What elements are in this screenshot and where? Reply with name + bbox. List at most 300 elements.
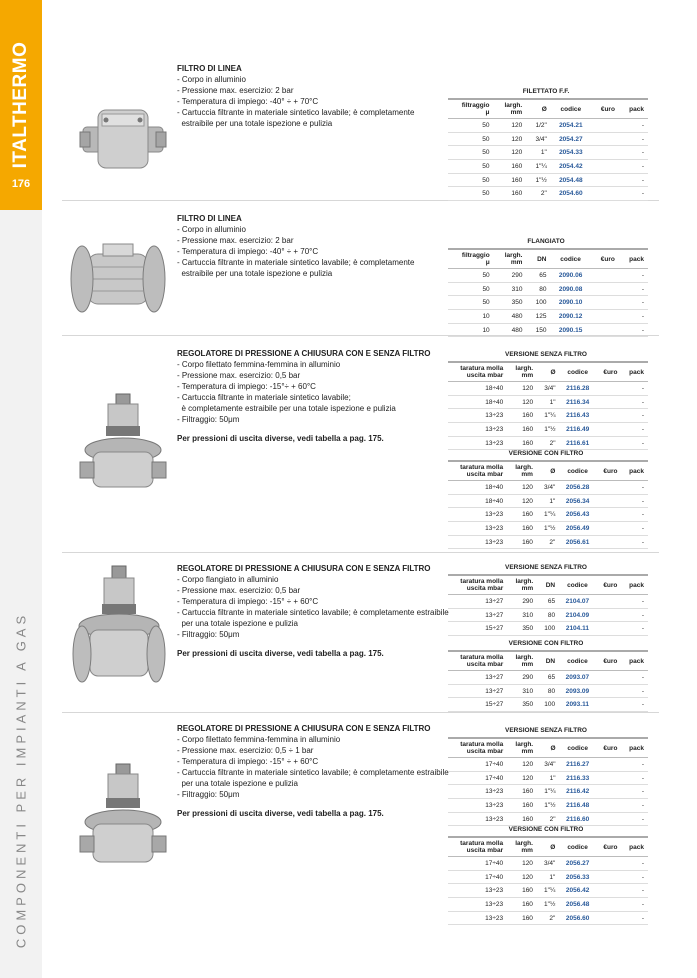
- table-cell: 13÷27: [448, 595, 507, 609]
- table-cell: -: [621, 622, 648, 636]
- sidebar: [0, 0, 42, 978]
- table-header-row: [448, 575, 648, 595]
- column-header: DN: [526, 249, 550, 269]
- table-cell: 50: [448, 119, 494, 133]
- pressure-regulator-flanged-image: [70, 562, 170, 692]
- table-cell: [596, 395, 622, 409]
- column-header: codice: [560, 362, 596, 382]
- table-header-row: [448, 362, 648, 382]
- table-cell: [596, 785, 622, 799]
- table-row: [448, 870, 648, 884]
- table-cell: -: [619, 282, 648, 296]
- table-cell: -: [619, 173, 648, 187]
- table-row: [448, 494, 648, 508]
- table-row: [448, 481, 648, 495]
- column-header: taratura molla uscita mbar: [448, 461, 507, 481]
- column-header: filtraggio μ: [448, 99, 494, 119]
- spec-line: - Pressione max. esercizio: 0,5 bar: [177, 586, 301, 595]
- table-cell: -: [621, 494, 648, 508]
- table-cell: [596, 799, 622, 813]
- column-header: €uro: [591, 99, 619, 119]
- table-row: [448, 282, 648, 296]
- product-code: 2116.43: [560, 409, 596, 423]
- product-title: FILTRO DI LINEA: [177, 64, 242, 73]
- spec-line: per una totale ispezione e pulizia: [177, 779, 298, 788]
- table-cell: 18÷40: [448, 494, 507, 508]
- table-cell: -: [621, 608, 648, 622]
- product-code: 2116.60: [560, 812, 596, 826]
- spec-line: - Pressione max. esercizio: 2 bar: [177, 236, 294, 245]
- table-row: [448, 119, 648, 133]
- column-header: largh. mm: [507, 738, 537, 758]
- product-code: 2090.08: [551, 282, 591, 296]
- table-cell: 13÷23: [448, 898, 507, 912]
- product-code: 2116.49: [560, 423, 596, 437]
- table-cell: 13÷23: [448, 409, 507, 423]
- table-cell: 2": [537, 436, 559, 450]
- product-code: 2116.42: [560, 785, 596, 799]
- product-code: 2093.09: [559, 684, 596, 698]
- table-cell: 120: [507, 857, 537, 871]
- product-code: 2116.28: [560, 382, 596, 396]
- table-caption: VERSIONE CON FILTRO: [448, 822, 648, 837]
- table-cell: 2": [537, 911, 559, 925]
- product-code: 2056.28: [559, 481, 596, 495]
- table-cell: 1": [537, 494, 559, 508]
- table-caption-row: [448, 234, 648, 249]
- column-header: €uro: [596, 837, 622, 857]
- table-cell: 350: [494, 296, 527, 310]
- product-code: 2056.34: [559, 494, 596, 508]
- table-cell: 15÷27: [448, 622, 507, 636]
- column-header: codice: [551, 249, 591, 269]
- product-code: 2090.12: [551, 310, 591, 324]
- product-description: [177, 63, 477, 129]
- table-cell: 10: [448, 310, 494, 324]
- product-code: 2056.33: [559, 870, 596, 884]
- product-code: 2056.43: [559, 508, 596, 522]
- table-cell: 120: [507, 494, 537, 508]
- table-cell: 1"¼: [537, 884, 559, 898]
- table-cell: [591, 187, 619, 201]
- spec-line: - Pressione max. esercizio: 2 bar: [177, 86, 294, 95]
- table-cell: [596, 409, 622, 423]
- column-header: codice: [559, 651, 596, 671]
- table-cell: -: [621, 535, 648, 549]
- table-cell: 160: [507, 409, 537, 423]
- table-row: [448, 173, 648, 187]
- column-header: Ø: [537, 837, 559, 857]
- table-row: [448, 269, 648, 283]
- table-cell: 15÷27: [448, 698, 507, 712]
- spec-line: - Corpo in alluminio: [177, 75, 246, 84]
- column-header: taratura molla uscita mbar: [448, 738, 507, 758]
- table-cell: 50: [448, 269, 494, 283]
- product-description: [177, 723, 477, 819]
- table-row: [448, 758, 648, 772]
- table-caption: FLANGIATO: [448, 234, 648, 249]
- table-row: [448, 911, 648, 925]
- table-row: [448, 187, 648, 201]
- spec-line: - Temperatura di impiego: -15°÷ + 60°C: [177, 382, 316, 391]
- table-cell: [591, 310, 619, 324]
- table-cell: 13÷23: [448, 911, 507, 925]
- table-cell: -: [619, 119, 648, 133]
- column-header: largh. mm: [494, 249, 527, 269]
- table-cell: 13÷23: [448, 535, 507, 549]
- table-cell: 1": [537, 395, 559, 409]
- product-code: 2090.10: [551, 296, 591, 310]
- product-code: 2054.21: [551, 119, 591, 133]
- table-cell: 1": [537, 870, 559, 884]
- spec-line: - Temperatura di impiego: -15° ÷ + 60°C: [177, 597, 319, 606]
- divider: [62, 552, 659, 553]
- product-code: 2090.15: [551, 323, 591, 337]
- column-header: €uro: [591, 249, 619, 269]
- brand-logo: ITALTHERMO: [10, 41, 31, 169]
- table-cell: 1": [537, 771, 559, 785]
- table-cell: 13÷23: [448, 785, 507, 799]
- table-cell: [591, 173, 619, 187]
- table-cell: [596, 508, 622, 522]
- product-code: 2116.48: [560, 799, 596, 813]
- table-cell: 50: [448, 282, 494, 296]
- column-header: pack: [621, 461, 648, 481]
- column-header: Ø: [537, 461, 559, 481]
- table-cell: 160: [507, 522, 537, 536]
- table-row: [448, 684, 648, 698]
- table-cell: 1"¼: [537, 409, 559, 423]
- price-table: [448, 723, 648, 826]
- table-cell: 100: [537, 622, 559, 636]
- table-cell: 80: [537, 684, 559, 698]
- table-cell: [596, 481, 622, 495]
- product-code: 2056.49: [559, 522, 596, 536]
- pressure-regulator-threaded-image: [78, 390, 168, 500]
- table-cell: 3/4": [537, 382, 559, 396]
- spec-line: - Cartuccia filtrante in materiale sintetico lavabile; è completamente estraibile: [177, 768, 449, 777]
- table-cell: [591, 296, 619, 310]
- table-cell: 17÷40: [448, 870, 507, 884]
- table-cell: -: [619, 269, 648, 283]
- table-header-row: [448, 249, 648, 269]
- table-row: [448, 522, 648, 536]
- table-caption: VERSIONE CON FILTRO: [448, 636, 648, 651]
- table-cell: -: [619, 187, 648, 201]
- column-header: taratura molla uscita mbar: [448, 362, 507, 382]
- spec-line: - Filtraggio: 50μm: [177, 630, 240, 639]
- table-cell: 1"¼: [537, 508, 559, 522]
- product-code: 2090.06: [551, 269, 591, 283]
- table-cell: -: [619, 323, 648, 337]
- table-cell: [591, 282, 619, 296]
- pressure-regulator-threaded-2-image: [78, 760, 168, 875]
- table-cell: -: [619, 146, 648, 160]
- table-cell: 50: [448, 132, 494, 146]
- product-code: 2054.27: [551, 132, 591, 146]
- spec-line: - Corpo filettato femmina-femmina in alluminio: [177, 360, 341, 369]
- table-cell: -: [621, 911, 648, 925]
- product-code: 2116.34: [560, 395, 596, 409]
- table-row: [448, 382, 648, 396]
- table-cell: 100: [526, 296, 550, 310]
- table-cell: [596, 671, 622, 685]
- table-cell: -: [621, 884, 648, 898]
- table-caption: FILETTATO F.F.: [448, 84, 648, 99]
- spec-line: - Pressione max. esercizio: 0,5 bar: [177, 371, 301, 380]
- table-cell: [591, 323, 619, 337]
- table-cell: 50: [448, 296, 494, 310]
- column-header: largh. mm: [507, 461, 537, 481]
- column-header: pack: [621, 651, 648, 671]
- table-cell: 120: [494, 119, 527, 133]
- table-row: [448, 310, 648, 324]
- table-cell: -: [621, 382, 648, 396]
- table-cell: [596, 423, 622, 437]
- table-row: [448, 535, 648, 549]
- column-header: pack: [619, 99, 648, 119]
- table-cell: 160: [507, 785, 537, 799]
- column-header: largh. mm: [507, 651, 537, 671]
- page-number: 176: [11, 178, 31, 190]
- table-cell: 18÷40: [448, 382, 507, 396]
- table-cell: 13÷23: [448, 508, 507, 522]
- table-row: [448, 799, 648, 813]
- table-cell: 120: [507, 481, 537, 495]
- table-cell: -: [619, 132, 648, 146]
- table-cell: [596, 771, 622, 785]
- table-cell: 13÷27: [448, 671, 507, 685]
- table-cell: 160: [507, 436, 537, 450]
- spec-line: - Filtraggio: 50μm: [177, 790, 240, 799]
- product-code: 2054.48: [551, 173, 591, 187]
- table-cell: 160: [507, 508, 537, 522]
- table-cell: 480: [494, 323, 527, 337]
- product-code: 2056.60: [559, 911, 596, 925]
- table-cell: 18÷40: [448, 395, 507, 409]
- table-row: [448, 884, 648, 898]
- price-table: [448, 822, 648, 925]
- table-cell: 65: [526, 269, 550, 283]
- table-cell: 350: [507, 622, 537, 636]
- table-header-row: [448, 651, 648, 671]
- column-header: pack: [619, 249, 648, 269]
- product-code: 2093.07: [559, 671, 596, 685]
- spec-line: estraibile per una totale ispezione e pulizia: [177, 119, 333, 128]
- table-cell: [591, 146, 619, 160]
- spec-line: - Corpo in alluminio: [177, 225, 246, 234]
- table-caption-row: [448, 84, 648, 99]
- table-cell: 100: [537, 698, 559, 712]
- column-header: pack: [621, 738, 648, 758]
- table-cell: 18÷40: [448, 481, 507, 495]
- spec-line: - Cartuccia filtrante in materiale sintetico lavabile; è completamente: [177, 258, 415, 267]
- table-cell: 1"½: [537, 423, 559, 437]
- table-cell: 120: [494, 132, 527, 146]
- table-header-row: [448, 99, 648, 119]
- table-cell: -: [621, 684, 648, 698]
- line-filter-flanged-image: [68, 232, 168, 322]
- table-cell: 13÷27: [448, 608, 507, 622]
- page-reference-note: Per pressioni di uscita diverse, vedi tabella a pag. 175.: [177, 434, 384, 443]
- table-cell: -: [619, 160, 648, 174]
- table-row: [448, 132, 648, 146]
- table-cell: 3/4": [537, 481, 559, 495]
- spec-line: - Filtraggio: 50μm: [177, 415, 240, 424]
- column-header: Ø: [526, 99, 551, 119]
- table-cell: 160: [507, 911, 537, 925]
- table-cell: 120: [507, 395, 537, 409]
- table-cell: [591, 160, 619, 174]
- table-cell: 125: [526, 310, 550, 324]
- table-cell: [596, 684, 622, 698]
- table-cell: 160: [507, 812, 537, 826]
- table-cell: 1"½: [537, 898, 559, 912]
- column-header: largh. mm: [494, 99, 527, 119]
- column-header: filtraggio μ: [448, 249, 494, 269]
- table-cell: -: [621, 595, 648, 609]
- table-cell: -: [621, 870, 648, 884]
- table-cell: -: [621, 785, 648, 799]
- product-title: REGOLATORE DI PRESSIONE A CHIUSURA CON E SENZA FILTRO: [177, 564, 431, 573]
- table-header-row: [448, 837, 648, 857]
- table-cell: 50: [448, 160, 494, 174]
- table-row: [448, 395, 648, 409]
- spec-line: - Pressione max. esercizio: 0,5 ÷ 1 bar: [177, 746, 314, 755]
- table-cell: [596, 382, 622, 396]
- product-code: 2093.11: [559, 698, 596, 712]
- table-row: [448, 608, 648, 622]
- column-header: codice: [551, 99, 591, 119]
- table-cell: [596, 857, 622, 871]
- table-cell: 150: [526, 323, 550, 337]
- table-cell: -: [621, 671, 648, 685]
- column-header: pack: [621, 575, 648, 595]
- table-cell: -: [621, 522, 648, 536]
- table-cell: 80: [537, 608, 559, 622]
- table-cell: 50: [448, 146, 494, 160]
- product-code: 2054.33: [551, 146, 591, 160]
- table-cell: 65: [537, 671, 559, 685]
- column-header: largh. mm: [507, 362, 537, 382]
- spec-line: - Cartuccia filtrante in materiale sintetico lavabile;: [177, 393, 351, 402]
- table-cell: [596, 608, 622, 622]
- brand-box: [0, 0, 42, 210]
- table-cell: 3/4": [526, 132, 551, 146]
- table-cell: 3/4": [537, 758, 559, 772]
- table-cell: [591, 269, 619, 283]
- table-caption-row: [448, 723, 648, 738]
- product-title: REGOLATORE DI PRESSIONE A CHIUSURA CON E SENZA FILTRO: [177, 724, 431, 733]
- table-cell: 13÷23: [448, 423, 507, 437]
- column-header: Ø: [537, 362, 559, 382]
- table-cell: 1"¼: [537, 785, 559, 799]
- table-cell: 2": [537, 812, 559, 826]
- table-cell: 120: [494, 146, 527, 160]
- column-header: pack: [621, 362, 648, 382]
- section-title: COMPONENTI PER IMPIANTI A GAS: [13, 611, 29, 949]
- table-cell: 1"¼: [526, 160, 551, 174]
- divider: [62, 712, 659, 713]
- table-cell: [596, 535, 622, 549]
- product-code: 2104.09: [559, 608, 596, 622]
- table-cell: 1"½: [537, 799, 559, 813]
- table-cell: 350: [507, 698, 537, 712]
- table-cell: -: [621, 395, 648, 409]
- table-cell: 65: [537, 595, 559, 609]
- table-cell: 160: [507, 884, 537, 898]
- product-code: 2056.27: [559, 857, 596, 871]
- line-filter-threaded-image: [78, 92, 168, 182]
- column-header: DN: [537, 575, 559, 595]
- table-cell: 310: [507, 608, 537, 622]
- table-cell: 310: [507, 684, 537, 698]
- spec-line: è completamente estraibile per una totale ispezione e pulizia: [177, 404, 396, 413]
- column-header: €uro: [596, 651, 622, 671]
- table-cell: [596, 522, 622, 536]
- spec-line: - Temperatura di impiego: -40° ÷ + 70°C: [177, 247, 319, 256]
- table-cell: 310: [494, 282, 527, 296]
- table-caption: VERSIONE SENZA FILTRO: [448, 347, 648, 362]
- table-cell: -: [619, 310, 648, 324]
- price-table: [448, 560, 648, 636]
- table-cell: -: [621, 409, 648, 423]
- product-code: 2054.42: [551, 160, 591, 174]
- column-header: €uro: [596, 461, 622, 481]
- spec-line: - Corpo filettato femmina-femmina in alluminio: [177, 735, 341, 744]
- table-row: [448, 146, 648, 160]
- price-table: [448, 234, 648, 337]
- table-caption-row: [448, 560, 648, 575]
- table-cell: -: [621, 423, 648, 437]
- table-header-row: [448, 738, 648, 758]
- product-code: 2056.42: [559, 884, 596, 898]
- table-cell: 120: [507, 771, 537, 785]
- table-row: [448, 423, 648, 437]
- table-caption-row: [448, 636, 648, 651]
- spec-line: - Cartuccia filtrante in materiale sintetico lavabile; è completamente estraibile: [177, 608, 449, 617]
- table-cell: -: [621, 508, 648, 522]
- table-cell: -: [621, 812, 648, 826]
- spec-line: - Cartuccia filtrante in materiale sintetico lavabile; è completamente: [177, 108, 415, 117]
- product-code: 2116.33: [560, 771, 596, 785]
- table-row: [448, 698, 648, 712]
- table-cell: -: [621, 436, 648, 450]
- table-cell: 290: [494, 269, 527, 283]
- page-reference-note: Per pressioni di uscita diverse, vedi tabella a pag. 175.: [177, 649, 384, 658]
- table-cell: 1"½: [537, 522, 559, 536]
- spec-line: per una totale ispezione e pulizia: [177, 619, 298, 628]
- column-header: largh. mm: [507, 837, 537, 857]
- column-header: codice: [559, 575, 596, 595]
- table-cell: [596, 884, 622, 898]
- product-description: [177, 563, 477, 659]
- price-table: [448, 636, 648, 712]
- table-cell: 80: [526, 282, 550, 296]
- table-cell: 160: [507, 799, 537, 813]
- table-cell: 13÷27: [448, 684, 507, 698]
- table-row: [448, 296, 648, 310]
- table-caption-row: [448, 446, 648, 461]
- table-cell: -: [621, 481, 648, 495]
- table-cell: 160: [507, 535, 537, 549]
- table-cell: [596, 911, 622, 925]
- product-code: 2056.61: [559, 535, 596, 549]
- price-table: [448, 446, 648, 549]
- table-cell: 10: [448, 323, 494, 337]
- table-cell: -: [621, 758, 648, 772]
- table-cell: [596, 698, 622, 712]
